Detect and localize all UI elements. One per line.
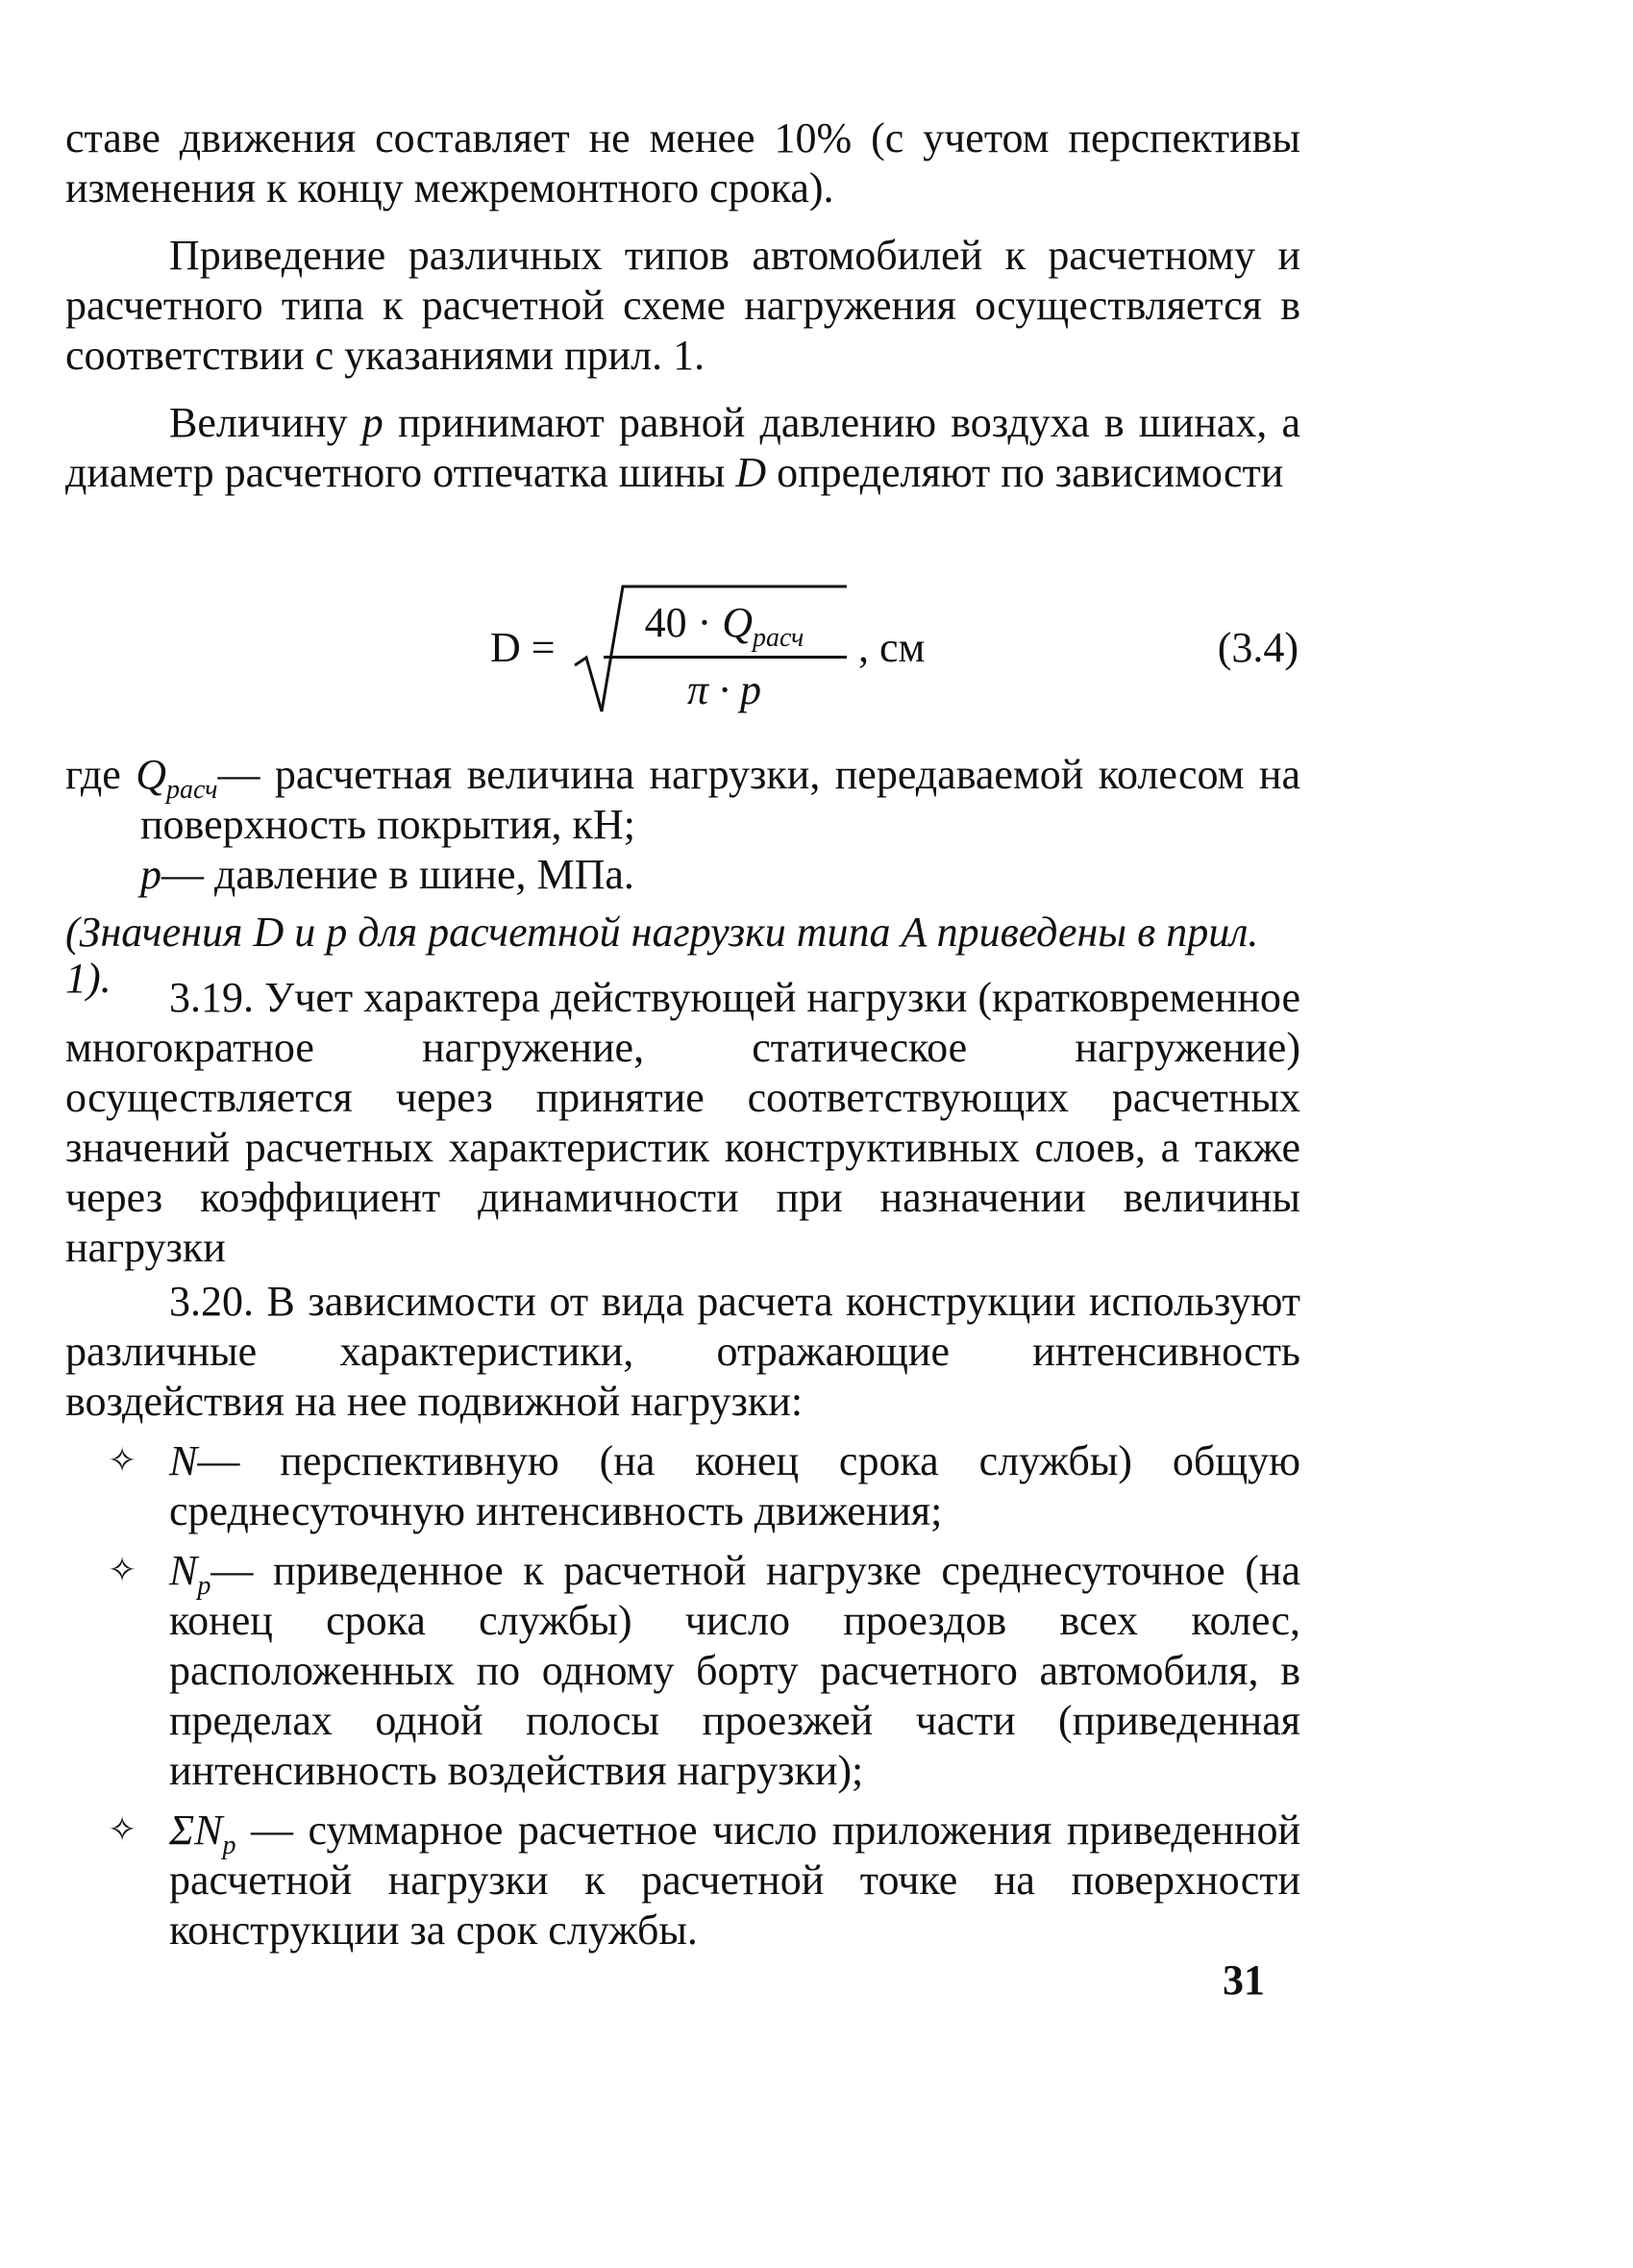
bullet-item — [65, 1546, 1300, 1796]
formula-numerator — [602, 598, 847, 653]
bullet-item — [65, 1436, 1300, 1536]
diamond-bullet-icon: ✧ — [108, 1810, 137, 1850]
var-D: D — [735, 449, 767, 496]
numerator-prefix: 40 · — [644, 599, 723, 646]
bullet-var: N — [169, 1437, 198, 1484]
bullet-text: — перспективную (на конец срока службы) общую среднесуточную интенсивность движения; — [169, 1437, 1300, 1534]
paragraph-2: Приведение различных типов автомобилей к расчетному и расчетного типа к расчетной схеме нагружения осуществляется в соответствии с указаниями прил. 1. — [65, 232, 1300, 379]
numerator-sub: расч — [753, 622, 804, 653]
sections-block — [65, 973, 1300, 1956]
formula-fraction — [602, 577, 847, 721]
bullet-sub: p — [197, 1570, 211, 1601]
bullet-text: — суммарное расчетное число приложения приведенной расчетной нагрузки к расчетной точке на поверхности конструкции за срок службы. — [169, 1807, 1300, 1954]
section-3-19: 3.19. Учет характера действующей нагрузки (кратковременное многократное нагружение, статическое нагружение) осуществляется через принятие соответствующих расчетных значений расчетных характеристик конструктивных слоев, а также через коэффициент динамичности при назначении величины нагрузки — [65, 974, 1300, 1271]
where-note: (Значения D и p для расчетной нагрузки типа A приведены в прил. 1). — [65, 909, 1259, 1002]
formula-3-4 — [65, 577, 1300, 721]
bullet-sub: p — [222, 1830, 236, 1860]
bullet-var: ΣN — [169, 1807, 223, 1854]
paragraph-3-part-b: принимают равной давлению воздуха в шинах, а диаметр расчетного отпечатка шины — [65, 399, 1300, 496]
numerator-var: Q — [722, 599, 753, 646]
var-p: p — [361, 399, 384, 446]
where-p — [65, 850, 1300, 900]
where-q-var: Q — [136, 751, 167, 798]
text-column — [65, 113, 1300, 498]
where-p-var: p — [140, 851, 161, 898]
paragraph-3 — [65, 398, 1300, 498]
page-number: 31 — [1223, 1956, 1265, 2004]
diamond-bullet-icon: ✧ — [108, 1441, 137, 1481]
formula-denominator: π · p — [686, 666, 762, 713]
bullet-text: — приведенное к расчетной нагрузке среднесуточное (на конец срока службы) число проездов всех колес, расположенных по одному борту расчетного автомобиля, в пределах одной полосы проезжей части (приведенная интенсивность воздействия нагрузки); — [169, 1547, 1300, 1794]
where-q-text: — расчетная величина нагрузки, передаваемой колесом на поверхность покрытия, кН; — [140, 751, 1301, 848]
paragraph-3-part-c: определяют по зависимости — [766, 449, 1284, 496]
where-p-text: — давление в шине, МПа. — [161, 851, 634, 898]
bullet-item — [65, 1806, 1300, 1956]
where-block — [65, 750, 1300, 1002]
formula-lhs: D = — [490, 624, 556, 671]
paragraph-1: ставе движения составляет не менее 10% (с учетом перспективы изменения к концу межремонтного срока). — [65, 114, 1300, 212]
where-q-sub: расч — [166, 774, 218, 805]
diamond-bullet-icon: ✧ — [108, 1551, 137, 1590]
paragraph-3-part-a: Величину — [169, 399, 362, 446]
fraction-bar — [604, 656, 847, 659]
section-3-20: 3.20. В зависимости от вида расчета конструкции используют различные характеристики, отражающие интенсивность воздействия на нее подвижной нагрузки: — [65, 1278, 1300, 1425]
where-lead: где — [65, 751, 136, 798]
formula-number: (3.4) — [1217, 624, 1299, 671]
bullet-var: N — [169, 1547, 198, 1594]
formula-unit: , см — [858, 624, 926, 671]
where-q — [65, 750, 1300, 850]
